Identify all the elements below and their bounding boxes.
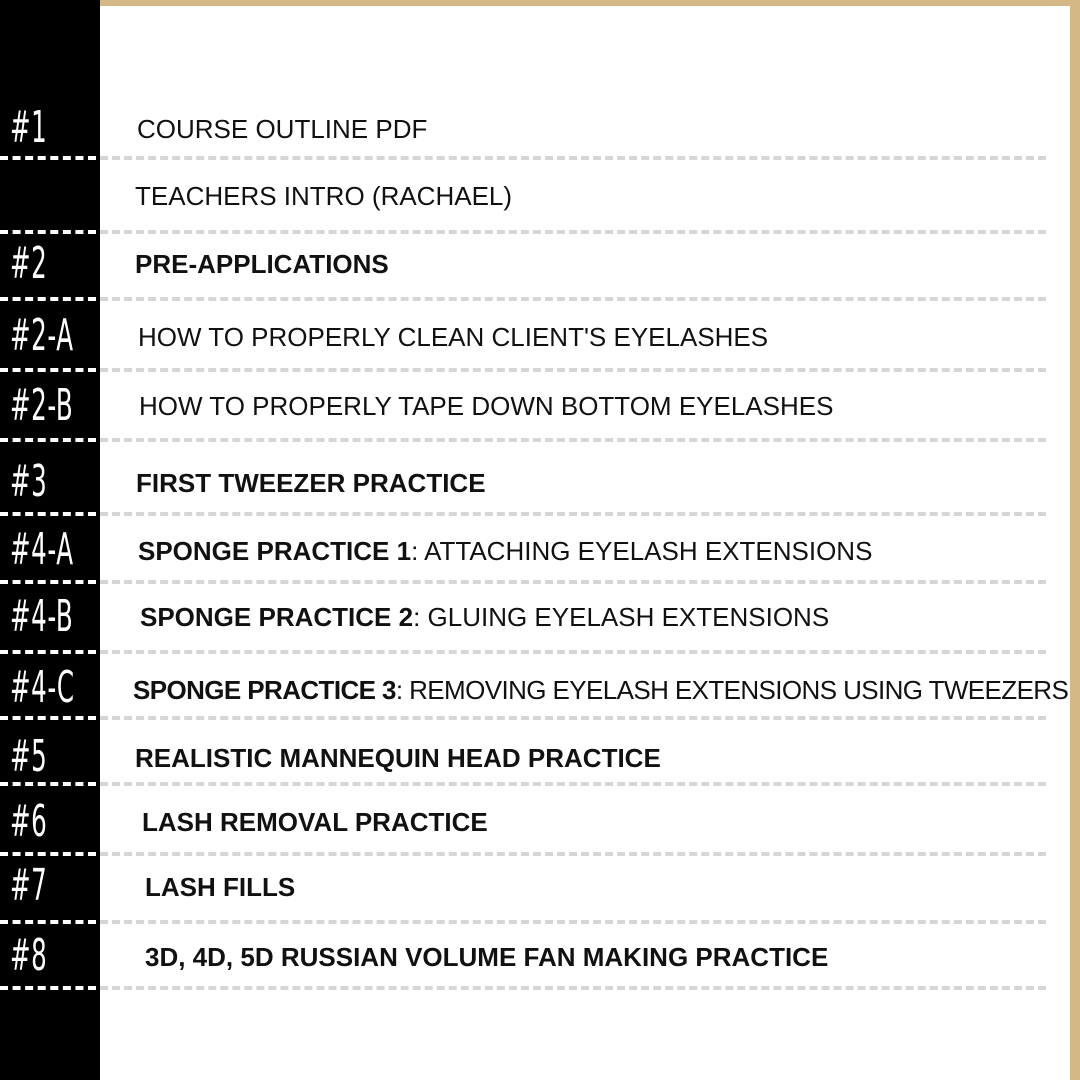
- lesson-title: [133, 677, 1068, 703]
- separator-left: [0, 580, 96, 584]
- lesson-title-bold: LASH REMOVAL PRACTICE: [142, 807, 488, 837]
- separator: [100, 230, 1046, 234]
- lesson-number: #2: [10, 238, 48, 289]
- lesson-title-bold: FIRST TWEEZER PRACTICE: [136, 468, 486, 498]
- lesson-title-text: : REMOVING EYELASH EXTENSIONS USING TWEEZERS: [395, 675, 1069, 705]
- separator: [100, 986, 1046, 990]
- lesson-title: [138, 538, 872, 564]
- lesson-number: #2-B: [10, 380, 74, 431]
- lesson-number: #2-A: [10, 310, 74, 361]
- lesson-title-text: : GLUING EYELASH EXTENSIONS: [413, 602, 830, 632]
- lesson-title: [140, 604, 829, 630]
- lesson-number: #3: [10, 456, 48, 507]
- separator-left: [0, 156, 96, 160]
- lesson-title-text: HOW TO PROPERLY TAPE DOWN BOTTOM EYELASHES: [139, 391, 834, 421]
- lesson-title: [145, 874, 295, 900]
- lesson-title-bold: SPONGE PRACTICE 1: [138, 536, 412, 566]
- separator-left: [0, 716, 96, 720]
- lesson-number: #1: [10, 102, 48, 153]
- separator-left: [0, 297, 96, 301]
- separator: [100, 852, 1046, 856]
- lesson-title-bold: SPONGE PRACTICE 3: [133, 675, 396, 705]
- lesson-title-bold: PRE-APPLICATIONS: [135, 249, 389, 279]
- separator-left: [0, 852, 96, 856]
- lesson-number: #4-C: [10, 662, 75, 713]
- separator-left: [0, 986, 96, 990]
- gold-right-border: [1070, 0, 1080, 1080]
- lesson-number: #4-B: [10, 591, 74, 642]
- lesson-title: [135, 251, 389, 277]
- separator: [100, 920, 1046, 924]
- lesson-title: [135, 745, 661, 771]
- lesson-title: [138, 324, 768, 350]
- gold-top-border: [0, 0, 1080, 6]
- separator: [100, 156, 1046, 160]
- separator-left: [0, 368, 96, 372]
- separator: [100, 716, 1046, 720]
- separator: [100, 580, 1046, 584]
- separator: [100, 650, 1046, 654]
- lesson-title: [135, 183, 512, 209]
- lesson-title-text: : ATTACHING EYELASH EXTENSIONS: [411, 536, 873, 566]
- separator-left: [0, 438, 96, 442]
- lesson-title-text: TEACHERS INTRO (RACHAEL): [135, 181, 513, 211]
- lesson-number: #6: [10, 796, 48, 847]
- separator-left: [0, 230, 96, 234]
- lesson-title-bold: REALISTIC MANNEQUIN HEAD PRACTICE: [135, 743, 661, 773]
- separator-left: [0, 782, 96, 786]
- lesson-title-text: HOW TO PROPERLY CLEAN CLIENT'S EYELASHES: [138, 322, 769, 352]
- lesson-title: [136, 470, 486, 496]
- lesson-title-bold: LASH FILLS: [145, 872, 296, 902]
- separator: [100, 512, 1046, 516]
- lesson-number: #7: [10, 860, 48, 911]
- lesson-number: #8: [10, 930, 48, 981]
- separator: [100, 782, 1046, 786]
- lesson-number: #5: [10, 731, 48, 782]
- lesson-title: [142, 809, 488, 835]
- separator-left: [0, 920, 96, 924]
- lesson-title: [137, 116, 427, 142]
- lesson-title-bold: SPONGE PRACTICE 2: [140, 602, 414, 632]
- lesson-title: [139, 393, 833, 419]
- lesson-number: #4-A: [10, 524, 74, 575]
- separator-left: [0, 512, 96, 516]
- separator: [100, 368, 1046, 372]
- lesson-title-bold: 3D, 4D, 5D RUSSIAN VOLUME FAN MAKING PRACTICE: [145, 942, 829, 972]
- lesson-title-text: COURSE OUTLINE PDF: [137, 114, 428, 144]
- separator: [100, 438, 1046, 442]
- separator-left: [0, 650, 96, 654]
- lesson-title: [145, 944, 828, 970]
- separator: [100, 297, 1046, 301]
